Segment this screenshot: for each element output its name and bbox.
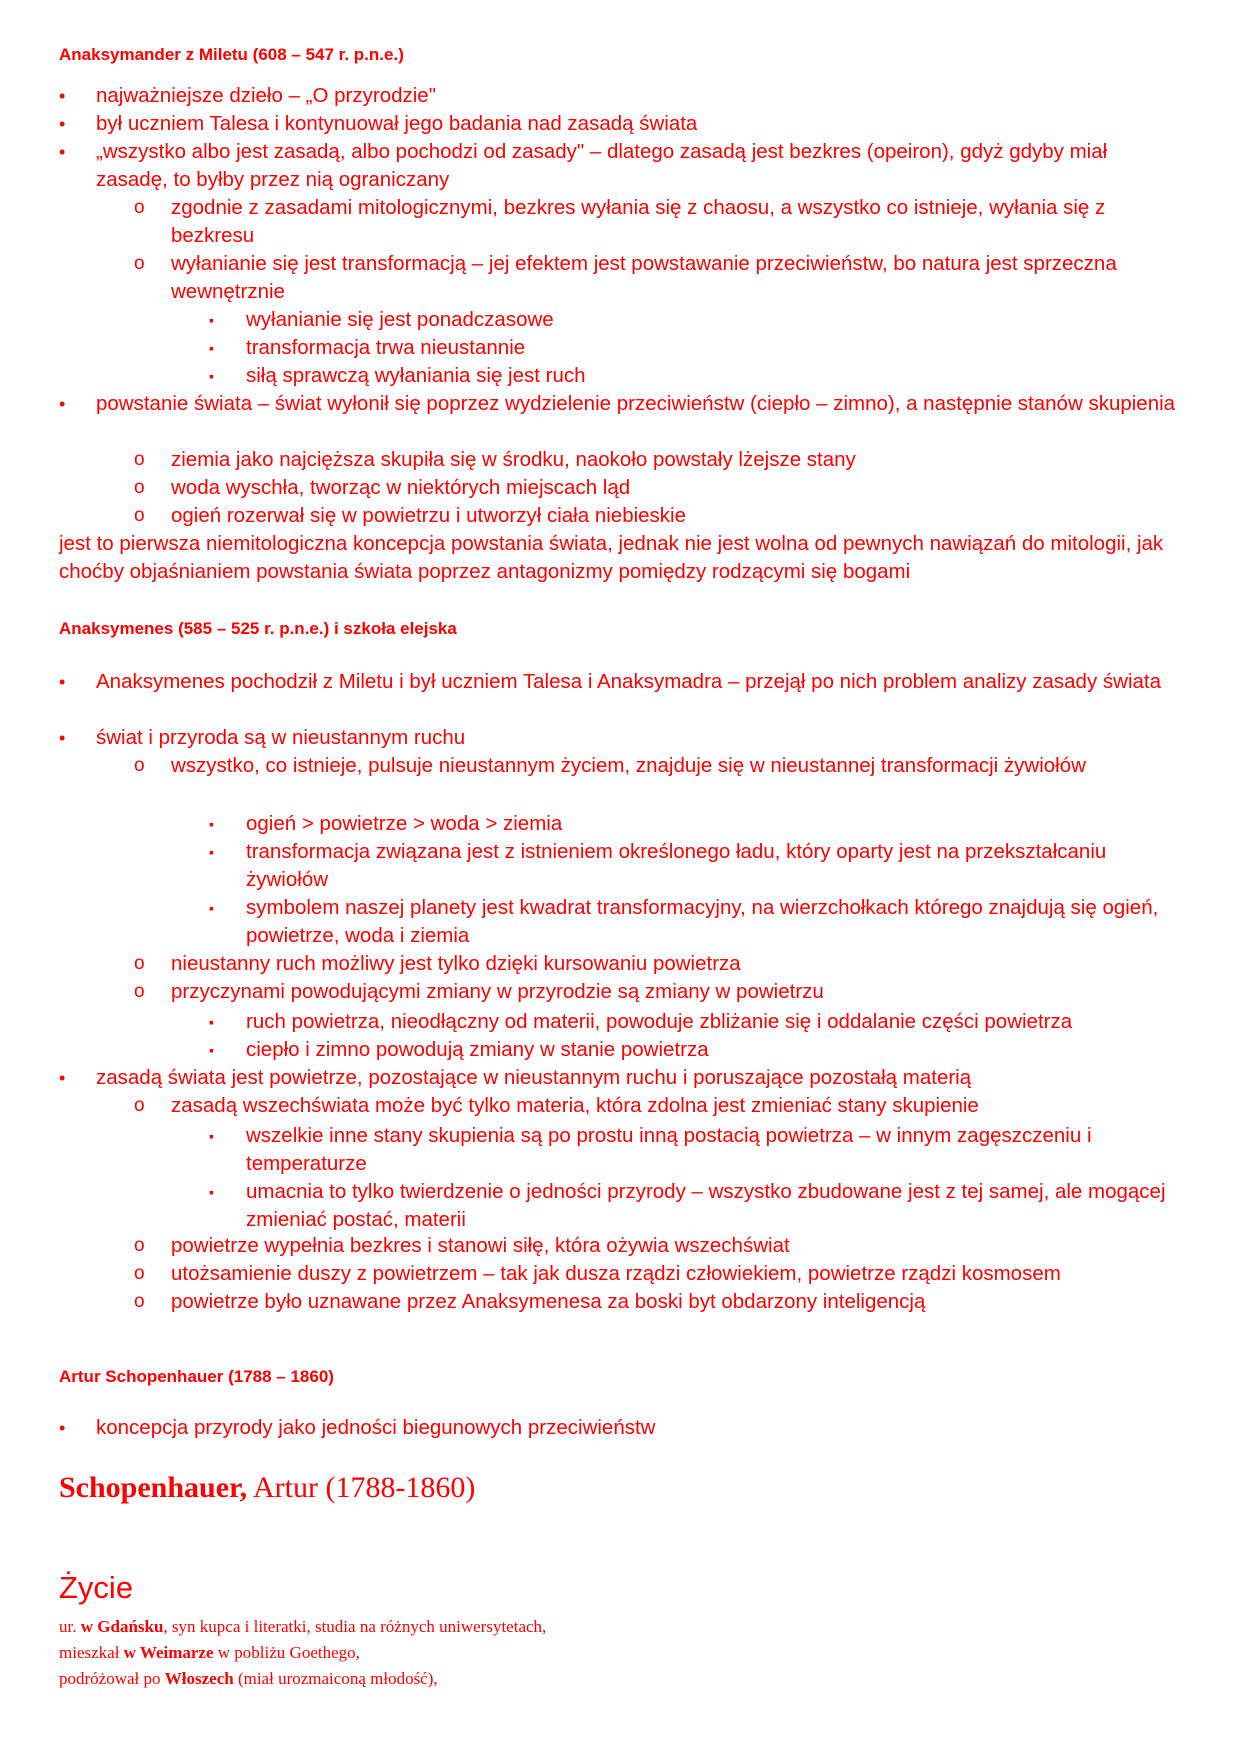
circle-bullet-icon: o	[134, 477, 145, 498]
list-item-text: Anaksymenes pochodził z Miletu i był uczniem Talesa i Anaksymadra – przejął po nich problem analizy zasady świata	[96, 670, 1161, 693]
circle-bullet-icon: o	[134, 1291, 145, 1312]
list-item-text: symbolem naszej planety jest kwadrat transformacyjny, na wierzchołkach którego znajdują się ogień, powietrze, woda i ziemia	[246, 896, 1159, 947]
list-item-text: woda wyschła, tworząc w niektórych miejscach ląd	[171, 476, 631, 499]
article-title-rest: Artur (1788-1860)	[247, 1471, 476, 1504]
life-heading: Życie	[59, 1570, 134, 1605]
bullet-icon: •	[59, 1418, 66, 1438]
list-item-text: „wszystko albo jest zasadą, albo pochodzi od zasady" – dlatego zasadą jest bezkres (opeiron), gdyż gdyby miał zasadę, to byłby przez nią ograniczany	[96, 140, 1108, 191]
square-bullet-icon: ▪	[209, 1042, 214, 1058]
list-item-text: ogień rozerwał się w powietrzu i utworzył ciała niebieskie	[171, 504, 687, 527]
bio-line	[59, 1614, 546, 1640]
section-heading-anaksymander: Anaksymander z Miletu (608 – 547 r. p.n.e.)	[59, 45, 404, 64]
bullet-icon: •	[59, 1068, 66, 1088]
circle-bullet-icon: o	[134, 253, 145, 274]
square-bullet-icon: ▪	[209, 1014, 214, 1030]
circle-bullet-icon: o	[134, 953, 145, 974]
list-item-text: najważniejsze dzieło – „O przyrodzie"	[96, 84, 436, 107]
list-item-text: powietrze wypełnia bezkres i stanowi siłę, która ożywia wszechświat	[171, 1234, 790, 1257]
square-bullet-icon: ▪	[209, 1184, 214, 1200]
list-item-text: przyczynami powodującymi zmiany w przyrodzie są zmiany w powietrzu	[171, 980, 824, 1003]
list-item-text: utożsamienie duszy z powietrzem – tak jak dusza rządzi człowiekiem, powietrze rządzi kosmosem	[171, 1262, 1061, 1285]
bio-text: mieszkał	[59, 1643, 124, 1662]
section-heading-schopenhauer: Artur Schopenhauer (1788 – 1860)	[59, 1367, 334, 1386]
list-item-text: umacnia to tylko twierdzenie o jedności przyrody – wszystko zbudowane jest z tej samej, ale mogącej zmieniać postać, materii	[246, 1180, 1166, 1231]
square-bullet-icon: ▪	[209, 312, 214, 328]
list-item-text: transformacja trwa nieustannie	[246, 336, 526, 359]
bio-text: (miał urozmaiconą młodość),	[233, 1669, 438, 1688]
list-item-text: zasadą wszechświata może być tylko materia, która zdolna jest zmieniać stany skupienie	[171, 1094, 979, 1117]
bio-emphasis: w Gdańsku	[80, 1617, 164, 1636]
list-item-text: wyłanianie się jest ponadczasowe	[246, 308, 554, 331]
square-bullet-icon: ▪	[209, 816, 214, 832]
square-bullet-icon: ▪	[209, 900, 214, 916]
circle-bullet-icon: o	[134, 1263, 145, 1284]
bullet-icon: •	[59, 672, 66, 692]
section-heading-anaksymenes: Anaksymenes (585 – 525 r. p.n.e.) i szkoła elejska	[59, 619, 457, 638]
list-item-text: ogień > powietrze > woda > ziemia	[246, 812, 563, 835]
bio-emphasis: Włoszech	[164, 1669, 234, 1688]
bullet-icon: •	[59, 114, 66, 134]
circle-bullet-icon: o	[134, 1235, 145, 1256]
bio-line	[59, 1640, 360, 1666]
circle-bullet-icon: o	[134, 197, 145, 218]
list-item-text: zasadą świata jest powietrze, pozostające w nieustannym ruchu i poruszające pozostałą materią	[96, 1066, 972, 1089]
bullet-icon: •	[59, 142, 66, 162]
square-bullet-icon: ▪	[209, 368, 214, 384]
list-item-text: powstanie świata – świat wyłonił się poprzez wydzielenie przeciwieństw (ciepło – zimno), a następnie stanów skupienia	[96, 392, 1176, 415]
circle-bullet-icon: o	[134, 755, 145, 776]
closing-paragraph: jest to pierwsza niemitologiczna koncepcja powstania świata, jednak nie jest wolna od pewnych nawiązań do mitologii, jak choćby objaśnianiem powstania świata poprzez antagonizmy pomiędzy rodzącymi się bogami	[59, 532, 1164, 583]
list-item-text: wszystko, co istnieje, pulsuje nieustannym życiem, znajduje się w nieustannej transformacji żywiołów	[171, 754, 1086, 777]
circle-bullet-icon: o	[134, 505, 145, 526]
list-item-text: ziemia jako najcięższa skupiła się w środku, naokoło powstały lżejsze stany	[171, 448, 856, 471]
article-title	[59, 1468, 475, 1508]
circle-bullet-icon: o	[134, 981, 145, 1002]
bio-line	[59, 1666, 438, 1692]
list-item-text: transformacja związana jest z istnieniem określonego ładu, który oparty jest na przekształcaniu żywiołów	[246, 840, 1107, 891]
list-item-text: siłą sprawczą wyłaniania się jest ruch	[246, 364, 586, 387]
square-bullet-icon: ▪	[209, 844, 214, 860]
bio-text: ur.	[59, 1617, 81, 1636]
circle-bullet-icon: o	[134, 1095, 145, 1116]
list-item-text: ruch powietrza, nieodłączny od materii, powoduje zbliżanie się i oddalanie części powietrza	[246, 1010, 1073, 1033]
list-item-text: był uczniem Talesa i kontynuował jego badania nad zasadą świata	[96, 112, 698, 135]
list-item-text: ciepło i zimno powodują zmiany w stanie powietrza	[246, 1038, 709, 1061]
circle-bullet-icon: o	[134, 449, 145, 470]
list-item-text: koncepcja przyrody jako jedności biegunowych przeciwieństw	[96, 1416, 656, 1439]
bio-text: podróżował po	[59, 1669, 165, 1688]
list-item-text: wyłanianie się jest transformacją – jej efektem jest powstawanie przeciwieństw, bo natura jest sprzeczna wewnętrznie	[171, 252, 1117, 303]
square-bullet-icon: ▪	[209, 1128, 214, 1144]
bullet-icon: •	[59, 728, 66, 748]
list-item-text: zgodnie z zasadami mitologicznymi, bezkres wyłania się z chaosu, a wszystko co istnieje, wyłania się z bezkresu	[171, 196, 1106, 247]
bio-text: , syn kupca i literatki, studia na różnych uniwersytetach,	[163, 1617, 547, 1636]
list-item-text: powietrze było uznawane przez Anaksymenesa za boski byt obdarzony inteligencją	[171, 1290, 926, 1313]
bullet-icon: •	[59, 86, 66, 106]
list-item-text: wszelkie inne stany skupienia są po prostu inną postacią powietrza – w innym zagęszczeniu i temperaturze	[246, 1124, 1092, 1175]
article-title-name: Schopenhauer,	[59, 1471, 248, 1504]
list-item-text: świat i przyroda są w nieustannym ruchu	[96, 726, 466, 749]
bio-emphasis: w Weimarze	[123, 1643, 214, 1662]
square-bullet-icon: ▪	[209, 340, 214, 356]
list-item-text: nieustanny ruch możliwy jest tylko dzięki kursowaniu powietrza	[171, 952, 741, 975]
bullet-icon: •	[59, 394, 66, 414]
bio-text: w pobliżu Goethego,	[213, 1643, 360, 1662]
